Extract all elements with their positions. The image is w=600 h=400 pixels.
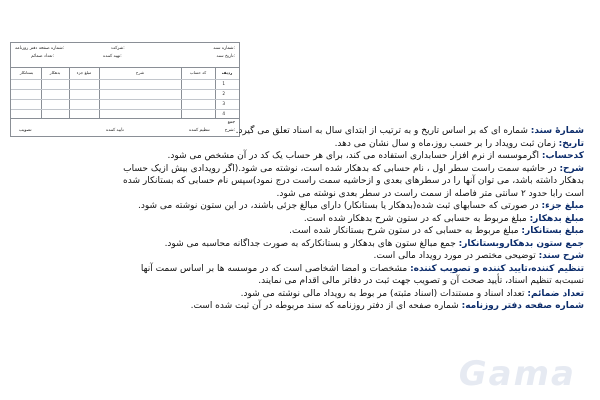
voucher-date-label: تاریخ سند: bbox=[216, 54, 235, 59]
definition-item bbox=[114, 138, 584, 151]
definition-text: مبلغ مربوط به حسابی که در ستون شرح بدهکار شده است. bbox=[303, 213, 530, 224]
definition-item bbox=[114, 300, 584, 313]
definition-item bbox=[114, 213, 584, 226]
definition-text: اگرموسسه از نرم افزار حسابداری استفاده می کند، برای هر حساب یک کد در آن مشخص می شود. bbox=[167, 151, 542, 161]
column-header-description: شرح bbox=[135, 70, 145, 75]
definition-term: تنظیم کننده،تایید کننده و تصویب کننده: bbox=[410, 263, 584, 274]
definition-text: شماره ای که بر اساس تاریخ و به ترتیب از ابتدای سال به اسناد تعلق می گیرد. bbox=[235, 126, 531, 136]
definition-text: در صورتی که حسابهای ثبت شده(بدهکار یا بستانکار) دارای مبالغ جزئی باشند، در این ستون نوشته می شود. bbox=[138, 201, 542, 211]
definition-item bbox=[114, 263, 584, 288]
definition-text: توضیحی مختصر در مورد رویداد مالی است. bbox=[373, 251, 539, 261]
definition-term: شماره صفحه دفتر روزنامه: bbox=[461, 301, 584, 311]
voucher-header bbox=[11, 43, 239, 67]
row-number: 1 bbox=[222, 81, 225, 86]
definition-text: جمع مبالغ ستون های بدهکار و بستانکارکه به صورت جداگانه محاسبه می شود. bbox=[164, 238, 459, 249]
definition-term: تاریخ: bbox=[558, 138, 584, 149]
definition-term: شرح سند: bbox=[538, 251, 584, 261]
column-header-row: ردیف bbox=[221, 70, 233, 75]
definition-term: جمع ستون بدهکاروبستانکار: bbox=[458, 238, 584, 249]
definition-text: تعداد اسناد و مستندات (اسناد مثبته) مر بوط به رویداد مالی نوشته می شود. bbox=[240, 288, 528, 299]
watermark-logo: Gama bbox=[458, 354, 576, 394]
row-number: 3 bbox=[222, 101, 225, 106]
definition-text: مبلغ مربوط به حسابی که در ستون شرح بستانکار شده است. bbox=[289, 226, 522, 236]
definition-term: مبلغ جزء: bbox=[541, 201, 584, 211]
prepared-by-footer-label: تنظیم کننده bbox=[189, 128, 210, 133]
definition-term: مبلغ بستانکار: bbox=[521, 226, 584, 236]
confirmed-by-label: تایید کننده bbox=[106, 128, 124, 133]
definition-item bbox=[114, 225, 584, 238]
accounting-voucher-form bbox=[10, 42, 240, 137]
column-header-partial-amount: مبلغ جزء bbox=[76, 70, 92, 75]
definition-item bbox=[114, 250, 584, 263]
definition-item bbox=[114, 163, 584, 201]
row-number: 4 bbox=[222, 111, 225, 116]
attachments-count-label: تعداد ضمائم: bbox=[31, 54, 54, 59]
definition-text: شماره صفحه ای از دفتر روزنامه که سند مربوطه در آن ثبت شده است. bbox=[190, 301, 462, 311]
definition-term: مبلغ بدهکار: bbox=[529, 213, 584, 224]
definition-term: کدحساب: bbox=[541, 151, 584, 161]
definition-term: شمارۀ سند: bbox=[530, 126, 584, 136]
definitions-list bbox=[114, 125, 584, 313]
approved-by-label: تصویب bbox=[19, 128, 32, 133]
column-header-account-code: کد حساب bbox=[189, 70, 207, 75]
definition-item bbox=[114, 200, 584, 213]
definition-term: شرح: bbox=[559, 163, 584, 174]
voucher-table bbox=[11, 67, 239, 119]
company-label: شرکت: bbox=[111, 46, 125, 51]
definition-item bbox=[114, 238, 584, 251]
ledger-page-number-label: شماره صفحه دفتر روزنامه: bbox=[15, 46, 65, 51]
definition-item bbox=[114, 288, 584, 301]
row-number: 2 bbox=[222, 91, 225, 96]
definition-text: زمان ثبت رویداد را بر حسب روز،ماه و سال نشان می دهد. bbox=[334, 138, 559, 149]
column-header-debit: بدهکار bbox=[49, 70, 61, 75]
explanation-label: شرح: bbox=[224, 128, 235, 133]
definition-term: تعداد ضمائم: bbox=[527, 288, 584, 299]
definition-text: در حاشیه سمت راست سطر اول ، نام حسابی که بدهکار شده است، نوشته می شود.(اگر رویدادی بیش ازیک حساب بدهکار داشته باشد، می توان آنها را در سطرهای بعدی و ازحاشیه سمت راست درج نمود)سپس نام حسابی که بستانکار شده است رابا حدود ۲ سانتی متر فاصله از سمت راست در سطر بعدی نوشته می شود. bbox=[123, 163, 584, 199]
prepared-by-label: تهیه کننده: bbox=[103, 54, 122, 59]
definition-item bbox=[114, 125, 584, 138]
sum-label: جمع bbox=[227, 120, 235, 125]
voucher-number-label: شماره سند: bbox=[213, 46, 235, 51]
definition-text: مشخصات و امضا اشخاصی است که در موسسه ها بر اساس سمت آنها نسبت‌به تنظیم اسناد، تأیید صحت آن و تصویب جهت ثبت در دفاتر مالی اقدام می نمایند. bbox=[140, 263, 584, 286]
column-header-credit: بستانکار bbox=[19, 70, 34, 75]
definition-item bbox=[114, 150, 584, 163]
